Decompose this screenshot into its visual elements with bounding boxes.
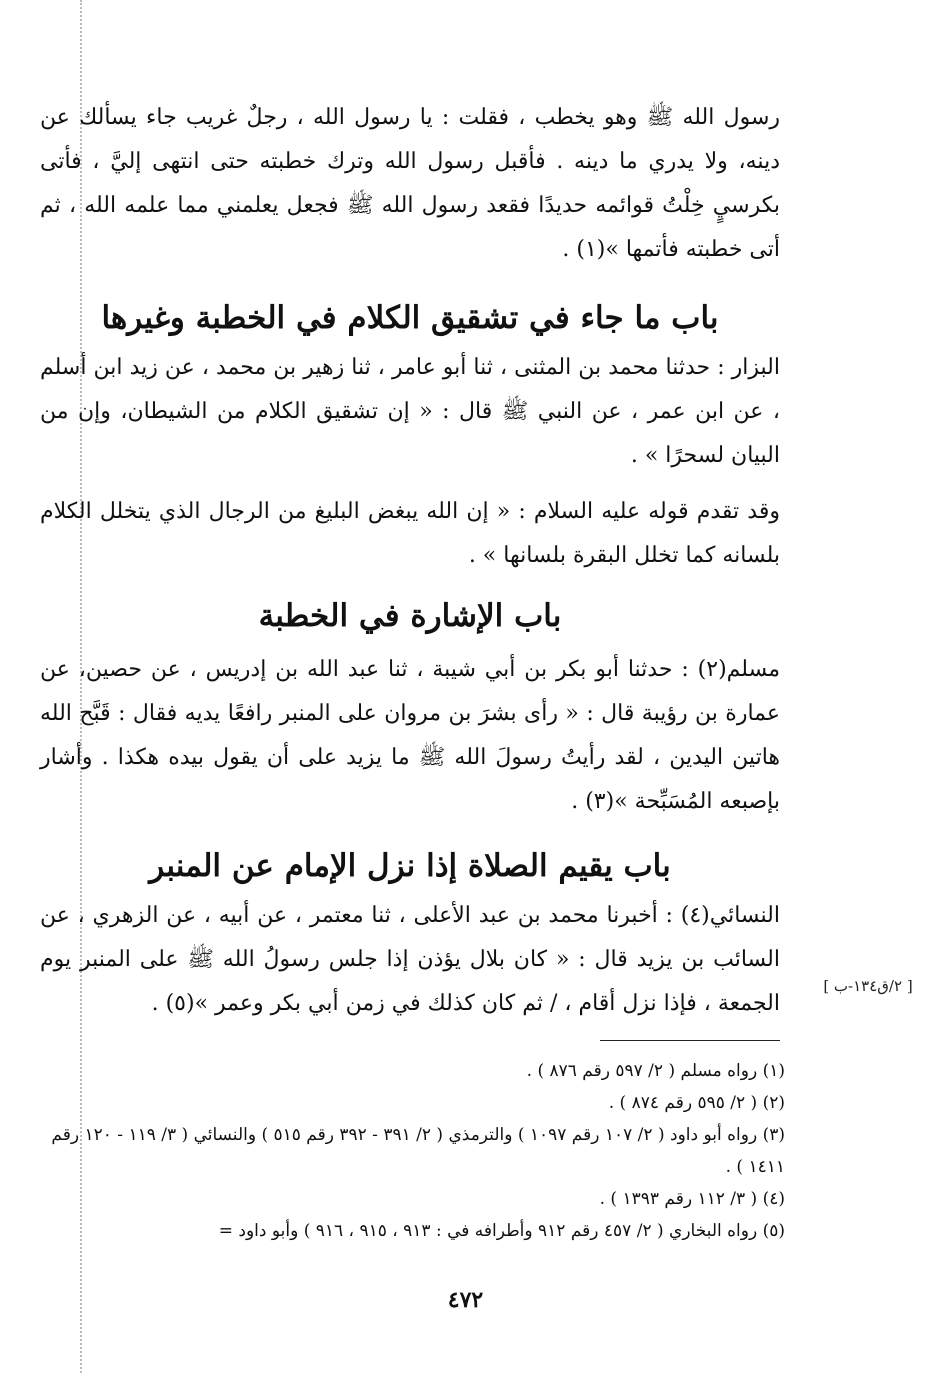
page-number: ٤٧٢ [447, 1287, 484, 1313]
footnote-2: (٢) ( ٢/ ٥٩٥ رقم ٨٧٤ ) . [608, 1093, 785, 1113]
chapter-heading-tashqiq: باب ما جاء في تشقيق الكلام في الخطبة وغيرها [101, 300, 719, 336]
chapter-heading-ishara: باب الإشارة في الخطبة [258, 598, 562, 634]
paragraph-nasai-hadith: النسائي(٤) : أخبرنا محمد بن عبد الأعلى ، ثنا معتمر ، عن أبيه ، عن الزهري ، عن السائب بن يزيد قال : « كان بلال يؤذن إذا جلس رسولُ الله ﷺ على المنبر يوم الجمعة ، فإذا نزل أقام ، / ثم كان كذلك في زمن أبي بكر وعمر »(٥) . [40, 903, 780, 1016]
paragraph-hadith-continuation: رسول الله ﷺ وهو يخطب ، فقلت : يا رسول الله ، رجلٌ غريب جاء يسألك عن دينه، ولا يدري ما دينه . فأقبل رسول الله وترك خطبته حتى انتهى إليَّ ، فأتى بكرسيٍ خِلْتُ قوائمه حديدًا فقعد رسول الله ﷺ فجعل يعلمني مما علمه الله ، ثم أتى خطبته فأتمها »(١) . [40, 105, 780, 262]
paragraph-muslim-hadith: مسلم(٢) : حدثنا أبو بكر بن أبي شيبة ، ثنا عبد الله بن إدريس ، عن حصين، عن عمارة بن رؤيبة قال : « رأى بشرَ بن مروان على المنبر رافعًا يديه فقال : قَبَّح الله هاتين اليدين ، لقد رأيتُ رسولَ الله ﷺ ما يزيد على أن يقول بيده هكذا . وأشار بإصبعه المُسَبِّحة »(٣) . [40, 657, 780, 814]
chapter-heading-iqamat-salah: باب يقيم الصلاة إذا نزل الإمام عن المنبر [149, 848, 671, 884]
paragraph-bazzar-hadith: البزار : حدثنا محمد بن المثنى ، ثنا أبو عامر ، ثنا زهير بن محمد ، عن زيد ابن أسلم ، عن ابن عمر ، عن النبي ﷺ قال : « إن تشقيق الكلام من الشيطان، وإن من البيان لسحرًا » . [40, 355, 780, 468]
paragraph-previous-reference: وقد تقدم قوله عليه السلام : « إن الله يبغض البليغ من الرجال الذي يتخلل الكلام بلسانه كما تخلل البقرة بلسانها » . [40, 499, 780, 568]
footnote-separator [600, 1040, 780, 1041]
footnote-5: (٥) رواه البخاري ( ٢/ ٤٥٧ رقم ٩١٢ وأطرافه في : ٩١٣ ، ٩١٥ ، ٩١٦ ) وأبو داود = [218, 1221, 785, 1241]
footnote-3: (٣) رواه أبو داود ( ٢/ ١٠٧ رقم ١٠٩٧ ) والترمذي ( ٢/ ٣٩١ - ٣٩٢ رقم ٥١٥ ) والنسائي ( ٣/ ١١٩ - ١٢٠ رقم ١٤١١ ) . [51, 1125, 785, 1177]
footnotes [40, 1055, 785, 1247]
footnote-1: (١) رواه مسلم ( ٢/ ٥٩٧ رقم ٨٧٦ ) . [526, 1061, 785, 1081]
footnote-4: (٤) ( ٣/ ١١٢ رقم ١٣٩٣ ) . [599, 1189, 785, 1209]
manuscript-folio-note: [ ٢/ق١٣٤-ب ] [823, 977, 913, 995]
